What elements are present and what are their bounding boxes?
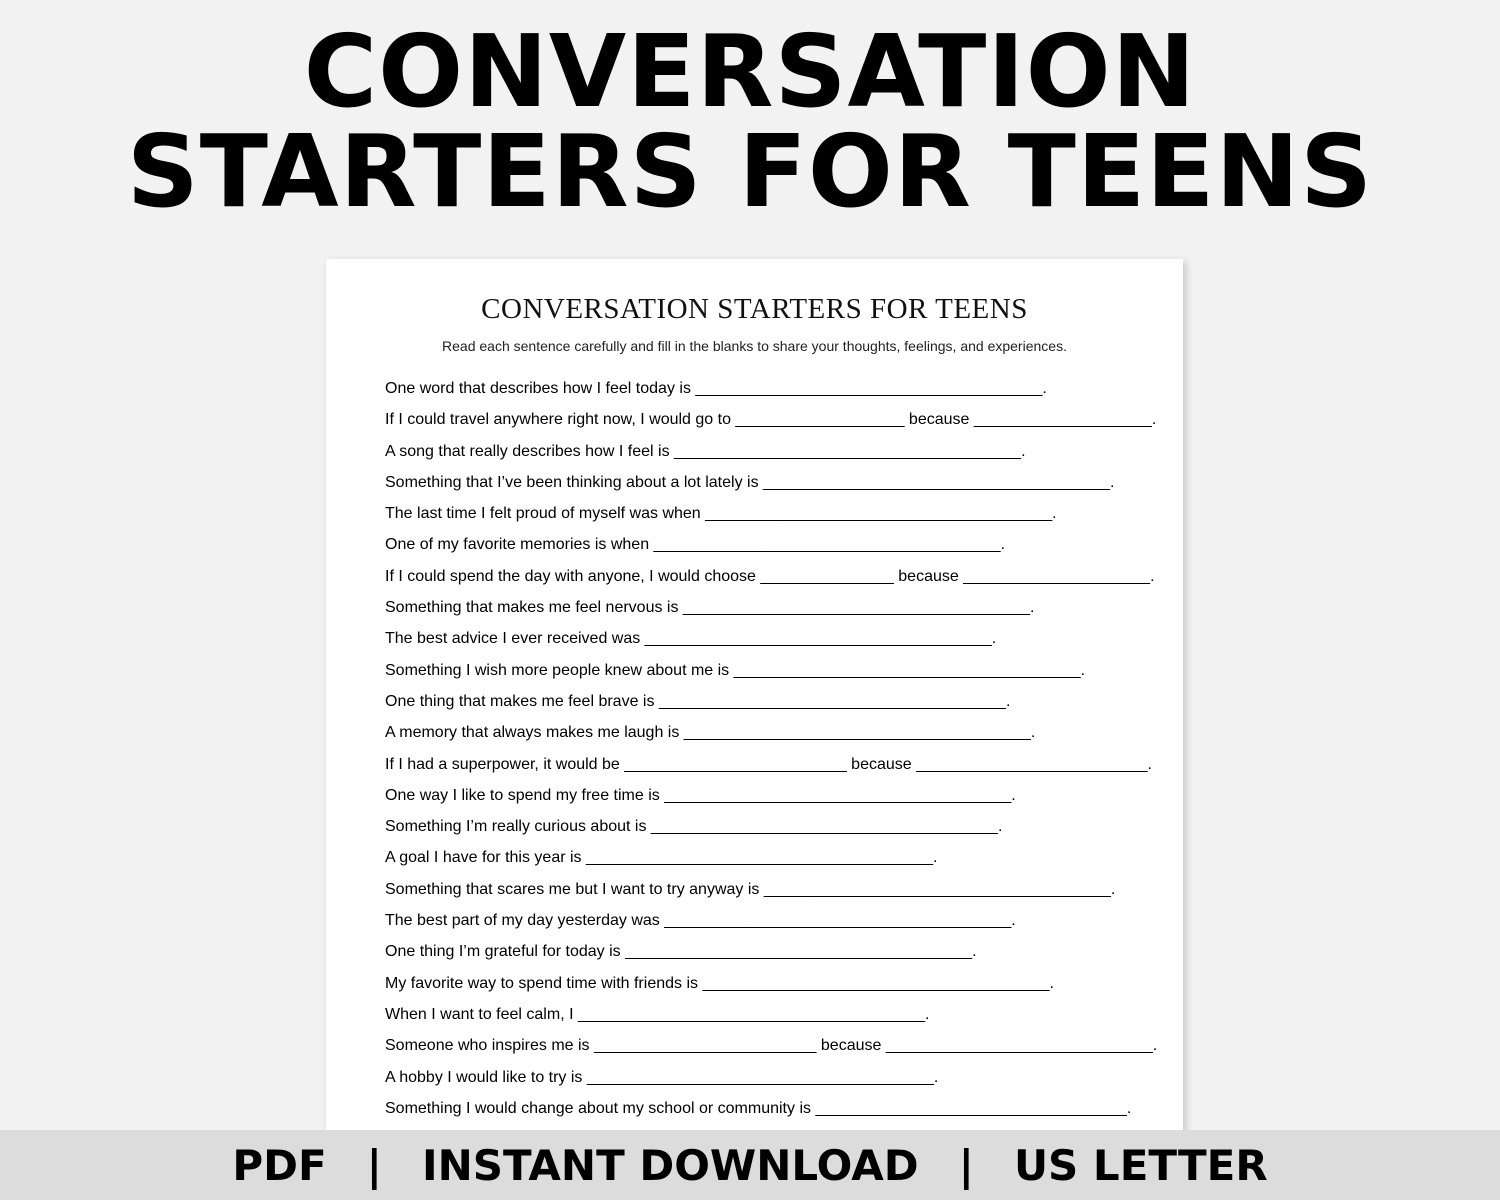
prompt-item: Something that scares me but I want to try anyway is _______________________________________. <box>385 880 1116 898</box>
footer-delivery: INSTANT DOWNLOAD <box>422 1140 919 1190</box>
prompt-item: One of my favorite memories is when _______________________________________. <box>385 536 1006 554</box>
prompt-list <box>385 373 1157 1124</box>
prompt-item: When I want to feel calm, I _______________________________________. <box>385 1005 930 1023</box>
worksheet-subtitle: Read each sentence carefully and fill in the blanks to share your thoughts, feelings, and experiences. <box>442 338 1067 354</box>
headline <box>0 13 1500 230</box>
prompt-item: Someone who inspires me is _________________________ because ______________________________. <box>385 1037 1158 1055</box>
prompt-item: My favorite way to spend time with friends is _______________________________________. <box>385 974 1054 992</box>
prompt-item: The last time I felt proud of myself was when _______________________________________. <box>385 505 1057 523</box>
prompt-item: If I could travel anywhere right now, I would go to ___________________ because ____________________. <box>385 411 1157 429</box>
prompt-item: Something that I’ve been thinking about a lot lately is _______________________________________. <box>385 473 1115 491</box>
prompt-item: One thing I’m grateful for today is _______________________________________. <box>385 943 977 961</box>
prompt-item: A hobby I would like to try is _______________________________________. <box>385 1068 939 1086</box>
footer-format: PDF <box>232 1140 327 1190</box>
prompt-item: The best advice I ever received was _______________________________________. <box>385 630 997 648</box>
prompt-item: Something I’m really curious about is _______________________________________. <box>385 818 1003 836</box>
worksheet-page <box>326 259 1183 1139</box>
prompt-item: One thing that makes me feel brave is _______________________________________. <box>385 692 1011 710</box>
footer-banner <box>0 1130 1500 1200</box>
footer-paper-size: US LETTER <box>1013 1140 1268 1190</box>
worksheet-title: CONVERSATION STARTERS FOR TEENS <box>481 293 1028 325</box>
prompt-item: One way I like to spend my free time is _______________________________________. <box>385 786 1016 804</box>
prompt-item: If I could spend the day with anyone, I would choose _______________ because _____________________. <box>385 567 1155 585</box>
headline-line-2: STARTERS FOR TEENS <box>126 113 1374 230</box>
prompt-item: Something that makes me feel nervous is _______________________________________. <box>385 599 1035 617</box>
prompt-item: A memory that always makes me laugh is _______________________________________. <box>385 724 1036 742</box>
prompt-item: A goal I have for this year is _______________________________________. <box>385 849 938 867</box>
prompt-item: One word that describes how I feel today is _______________________________________. <box>385 380 1047 397</box>
footer-separator-2: | <box>958 1140 974 1190</box>
headline-line-1: CONVERSATION <box>303 13 1197 130</box>
prompt-item: If I had a superpower, it would be _________________________ because __________________________. <box>385 755 1152 773</box>
prompt-item: A song that really describes how I feel is _______________________________________. <box>385 442 1026 460</box>
prompt-item: Something I would change about my school or community is ___________________________________. <box>385 1099 1132 1117</box>
footer-separator-1: | <box>366 1140 382 1190</box>
prompt-item: The best part of my day yesterday was _______________________________________. <box>385 912 1016 930</box>
prompt-item: Something I wish more people knew about me is _______________________________________. <box>385 661 1086 679</box>
